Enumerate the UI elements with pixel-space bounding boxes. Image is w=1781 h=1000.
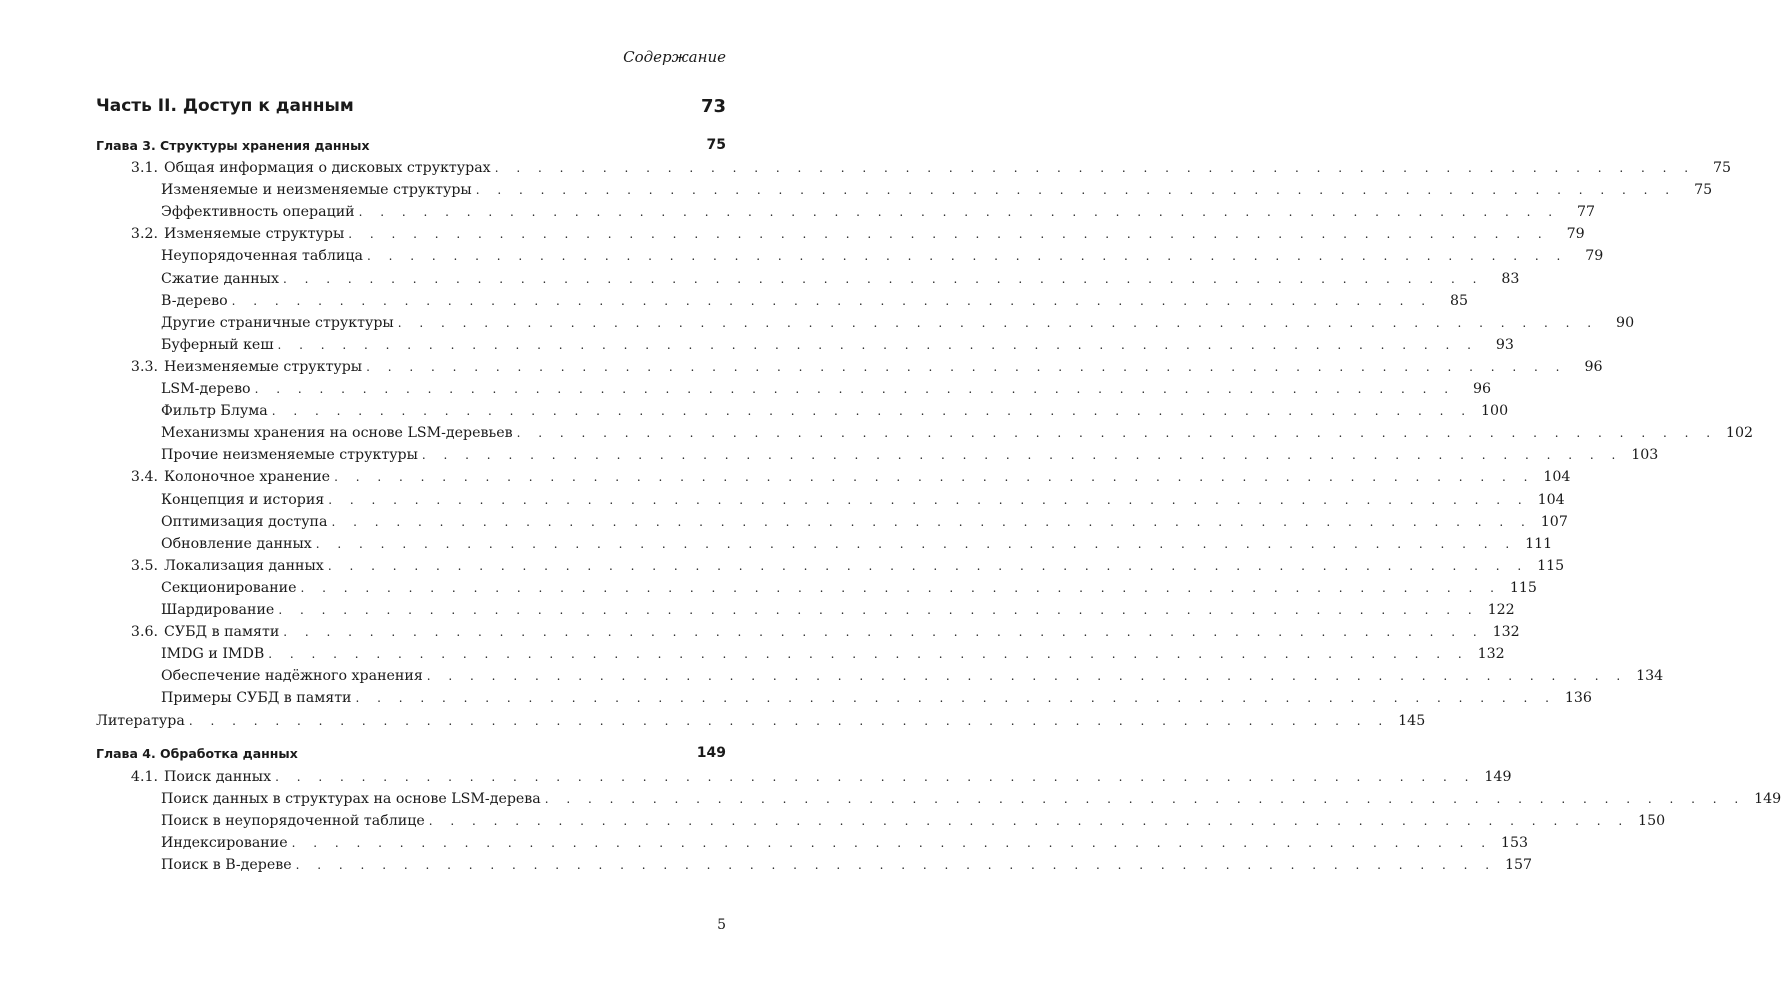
toc-entry[interactable] bbox=[161, 332, 1514, 353]
entry-title: Неупорядоченная таблица bbox=[161, 248, 363, 265]
toc-entry[interactable] bbox=[161, 575, 1537, 596]
entry-page: 93 bbox=[1495, 336, 1514, 353]
entry-title: Общая информация о дисковых структурах bbox=[164, 160, 491, 176]
part-page: 73 bbox=[700, 95, 726, 117]
entry-page: 153 bbox=[1500, 835, 1529, 852]
entry-page: 90 bbox=[1616, 314, 1635, 331]
toc-entry[interactable] bbox=[118, 155, 1732, 176]
entry-title: Неизменяемые структуры bbox=[164, 358, 363, 375]
toc-entry[interactable] bbox=[161, 266, 1520, 287]
toc-entry[interactable] bbox=[161, 808, 1666, 830]
toc-entry[interactable] bbox=[161, 597, 1515, 618]
toc-entry[interactable] bbox=[161, 420, 1754, 442]
chapter-4-heading bbox=[96, 743, 726, 763]
toc-entry[interactable] bbox=[161, 509, 1568, 530]
dot-leader: . . . . . . . . . . . . . . . . . . . . . . . . . . . . . . . . . . . . . . . . . . . . . . . . . . . . . . . . bbox=[358, 205, 1560, 220]
entry-page: 145 bbox=[1398, 712, 1426, 729]
toc-entry[interactable] bbox=[161, 852, 1533, 874]
entry-page: 79 bbox=[1585, 248, 1604, 265]
entry-page: 115 bbox=[1537, 557, 1565, 574]
entry-title: Поиск данных bbox=[164, 769, 272, 785]
running-header: Содержание bbox=[623, 48, 726, 66]
dot-leader: . . . . . . . . . . . . . . . . . . . . . . . . . . . . . . . . . . . . . . . . . . . . . . . . . . . . . . . . bbox=[334, 470, 1535, 485]
chapter-title: Глава 3. Структуры хранения данных bbox=[96, 137, 370, 153]
toc-entry[interactable] bbox=[161, 177, 1713, 199]
section-number: 3.1. bbox=[130, 160, 158, 176]
entry-page: 107 bbox=[1540, 513, 1568, 530]
section-number: 4.1. bbox=[130, 769, 158, 785]
entry-title: Сжатие данных bbox=[161, 270, 279, 287]
entry-page: 132 bbox=[1477, 646, 1505, 663]
part-title: Часть II. Доступ к данным bbox=[96, 96, 354, 116]
entry-title: Секционирование bbox=[161, 579, 297, 596]
dot-leader: . . . . . . . . . . . . . . . . . . . . . . . . . . . . . . . . . . . . . . . . . . . . . . . . . . . . . . . . bbox=[366, 249, 1568, 264]
toc-entry[interactable] bbox=[161, 786, 1781, 808]
toc-entry[interactable] bbox=[161, 487, 1565, 508]
entry-title: Шардирование bbox=[161, 602, 275, 618]
entry-title: Фильтр Блума bbox=[161, 403, 268, 420]
dot-leader: . . . . . . . . . . . . . . . . . . . . . . . . . . . . . . . . . . . . . . . . . . . . . . . . . . . . . . . . bbox=[366, 359, 1567, 374]
section-number: 3.4. bbox=[130, 469, 158, 486]
entry-title: Буферный кеш bbox=[161, 336, 274, 353]
entry-title: Механизмы хранения на основе LSM-деревьев bbox=[161, 425, 513, 442]
entry-page: 157 bbox=[1504, 857, 1533, 874]
entry-title: Оптимизация доступа bbox=[161, 513, 328, 530]
dot-leader: . . . . . . . . . . . . . . . . . . . . . . . . . . . . . . . . . . . . . . . . . . . . . . . . . . . . . . . . bbox=[544, 792, 1746, 807]
toc-entry[interactable] bbox=[161, 663, 1664, 685]
entry-title: Поиск данных в структурах на основе LSM-дерева bbox=[161, 791, 541, 808]
entry-page: 77 bbox=[1576, 204, 1596, 221]
section-number: 3.3. bbox=[130, 358, 158, 375]
entry-page: 96 bbox=[1584, 358, 1603, 375]
dot-leader: . . . . . . . . . . . . . . . . . . . . . . . . . . . . . . . . . . . . . . . . . . . . . . . . . . . . . . . . bbox=[271, 404, 1473, 419]
page-number: 5 bbox=[717, 917, 726, 933]
dot-leader: . . . . . . . . . . . . . . . . . . . . . . . . . . . . . . . . . . . . . . . . . . . . . . . . . . . . . . . . bbox=[315, 536, 1517, 551]
dot-leader: . . . . . . . . . . . . . . . . . . . . . . . . . . . . . . . . . . . . . . . . . . . . . . . . . . . . . . . . bbox=[397, 315, 1599, 330]
section-number: 3.2. bbox=[130, 226, 158, 243]
section-number: 3.5. bbox=[130, 557, 158, 574]
chapter-title: Глава 4. Обработка данных bbox=[96, 745, 298, 761]
dot-leader: . . . . . . . . . . . . . . . . . . . . . . . . . . . . . . . . . . . . . . . . . . . . . . . . . . . . . . . . bbox=[231, 293, 1433, 308]
entry-page: 79 bbox=[1566, 226, 1585, 243]
toc-entry[interactable] bbox=[161, 376, 1492, 397]
entry-page: 149 bbox=[1484, 769, 1512, 785]
entry-title: Изменяемые и неизменяемые структуры bbox=[161, 182, 472, 199]
toc-entry[interactable] bbox=[118, 221, 1585, 243]
dot-leader: . . . . . . . . . . . . . . . . . . . . . . . . . . . . . . . . . . . . . . . . . . . . . . . . . . . . . . . . bbox=[277, 337, 1478, 352]
toc-entry[interactable] bbox=[118, 764, 1512, 785]
entry-title: СУБД в памяти bbox=[164, 624, 280, 641]
entry-page: 136 bbox=[1564, 690, 1592, 707]
dot-leader: . . . . . . . . . . . . . . . . . . . . . . . . . . . . . . . . . . . . . . . . . . . . . . . . . . . . . . . . bbox=[516, 426, 1718, 441]
entry-title: Поиск в B-дереве bbox=[161, 857, 292, 874]
dot-leader: . . . . . . . . . . . . . . . . . . . . . . . . . . . . . . . . . . . . . . . . . . . . . . . . . . . . . . . . bbox=[475, 183, 1677, 198]
toc-entry[interactable] bbox=[161, 442, 1659, 464]
entry-page: 115 bbox=[1509, 579, 1537, 596]
dot-leader: . . . . . . . . . . . . . . . . . . . . . . . . . . . . . . . . . . . . . . . . . . . . . . . . . . . . . . . . bbox=[426, 669, 1628, 684]
dot-leader: . . . . . . . . . . . . . . . . . . . . . . . . . . . . . . . . . . . . . . . . . . . . . . . . . . . . . . . . bbox=[188, 713, 1390, 728]
entry-title: Колоночное хранение bbox=[164, 469, 331, 486]
toc-entry[interactable] bbox=[161, 288, 1469, 309]
entry-title: LSM-дерево bbox=[161, 381, 251, 397]
entry-title: Литература bbox=[96, 712, 185, 729]
dot-leader: . . . . . . . . . . . . . . . . . . . . . . . . . . . . . . . . . . . . . . . . . . . . . . . . . . . . . . . . bbox=[278, 603, 1479, 617]
entry-page: 122 bbox=[1487, 602, 1515, 618]
toc-entry[interactable] bbox=[118, 464, 1571, 486]
chapter-page: 149 bbox=[696, 745, 726, 761]
entry-page: 149 bbox=[1754, 791, 1781, 808]
toc-entry[interactable] bbox=[118, 354, 1603, 375]
toc-entry[interactable] bbox=[118, 553, 1565, 574]
entry-title: Концепция и история bbox=[161, 491, 325, 508]
toc-entry[interactable] bbox=[161, 398, 1509, 420]
dot-leader: . . . . . . . . . . . . . . . . . . . . . . . . . . . . . . . . . . . . . . . . . . . . . . . . . . . . . . . . bbox=[282, 271, 1484, 286]
toc-entry[interactable] bbox=[161, 243, 1604, 265]
dot-leader: . . . . . . . . . . . . . . . . . . . . . . . . . . . . . . . . . . . . . . . . . . . . . . . . . . . . . . . . bbox=[428, 814, 1630, 829]
dot-leader: . . . . . . . . . . . . . . . . . . . . . . . . . . . . . . . . . . . . . . . . . . . . . . . . . . . . . . . . bbox=[355, 691, 1556, 706]
entry-title: Индексирование bbox=[161, 835, 288, 852]
dot-leader: . . . . . . . . . . . . . . . . . . . . . . . . . . . . . . . . . . . . . . . . . . . . . . . . . . . . . . . . bbox=[300, 580, 1501, 595]
section-number: 3.6. bbox=[130, 624, 158, 641]
toc-entry[interactable] bbox=[161, 199, 1596, 221]
entry-title: Обновление данных bbox=[161, 535, 312, 552]
entry-page: 100 bbox=[1481, 403, 1509, 420]
dot-leader: . . . . . . . . . . . . . . . . . . . . . . . . . . . . . . . . . . . . . . . . . . . . . . . . . . . . . . . . bbox=[421, 448, 1623, 463]
entry-title: Изменяемые структуры bbox=[164, 226, 345, 243]
dot-leader: . . . . . . . . . . . . . . . . . . . . . . . . . . . . . . . . . . . . . . . . . . . . . . . . . . . . . . . . bbox=[254, 382, 1456, 396]
entry-title: Локализация данных bbox=[164, 557, 324, 574]
entry-page: 96 bbox=[1472, 381, 1492, 397]
entry-page: 103 bbox=[1631, 447, 1659, 464]
entry-page: 75 bbox=[1694, 182, 1713, 199]
toc-entry[interactable] bbox=[161, 685, 1592, 707]
dot-leader: . . . . . . . . . . . . . . . . . . . . . . . . . . . . . . . . . . . . . . . . . . . . . . . . . . . . . . . . bbox=[275, 770, 1476, 784]
dot-leader: . . . . . . . . . . . . . . . . . . . . . . . . . . . . . . . . . . . . . . . . . . . . . . . . . . . . . . . . bbox=[328, 492, 1529, 507]
chapter-page: 75 bbox=[706, 137, 726, 153]
toc-entry[interactable] bbox=[161, 641, 1505, 663]
entry-page: 111 bbox=[1525, 535, 1553, 552]
toc-entry[interactable] bbox=[161, 531, 1553, 552]
dot-leader: . . . . . . . . . . . . . . . . . . . . . . . . . . . . . . . . . . . . . . . . . . . . . . . . . . . . . . . . bbox=[331, 514, 1532, 529]
entry-page: 75 bbox=[1713, 160, 1732, 176]
toc-entry[interactable] bbox=[118, 619, 1520, 641]
entry-page: 104 bbox=[1537, 491, 1565, 508]
part-heading bbox=[96, 94, 726, 118]
entry-title: Другие страничные структуры bbox=[161, 314, 394, 331]
dot-leader: . . . . . . . . . . . . . . . . . . . . . . . . . . . . . . . . . . . . . . . . . . . . . . . . . . . . . . . . bbox=[268, 647, 1469, 662]
entry-title: Эффективность операций bbox=[161, 204, 355, 221]
entry-page: 104 bbox=[1543, 469, 1571, 486]
entry-title: Примеры СУБД в памяти bbox=[161, 690, 352, 707]
toc-entry[interactable] bbox=[161, 830, 1529, 852]
dot-leader: . . . . . . . . . . . . . . . . . . . . . . . . . . . . . . . . . . . . . . . . . . . . . . . . . . . . . . . . bbox=[283, 625, 1484, 640]
toc-entry[interactable] bbox=[96, 708, 1426, 729]
entry-title: Прочие неизменяемые структуры bbox=[161, 447, 418, 464]
toc-entry[interactable] bbox=[161, 310, 1635, 331]
entry-page: 132 bbox=[1492, 624, 1520, 641]
entry-page: 83 bbox=[1501, 270, 1520, 287]
entry-page: 134 bbox=[1636, 668, 1664, 685]
entry-title: IMDG и IMDB bbox=[161, 646, 265, 663]
entry-title: Поиск в неупорядоченной таблице bbox=[161, 813, 425, 830]
entry-page: 150 bbox=[1638, 813, 1666, 830]
dot-leader: . . . . . . . . . . . . . . . . . . . . . . . . . . . . . . . . . . . . . . . . . . . . . . . . . . . . . . . . bbox=[348, 227, 1549, 242]
dot-leader: . . . . . . . . . . . . . . . . . . . . . . . . . . . . . . . . . . . . . . . . . . . . . . . . . . . . . . . . bbox=[291, 836, 1493, 851]
dot-leader: . . . . . . . . . . . . . . . . . . . . . . . . . . . . . . . . . . . . . . . . . . . . . . . . . . . . . . . . bbox=[494, 161, 1696, 175]
entry-title: B-дерево bbox=[161, 292, 228, 309]
dot-leader: . . . . . . . . . . . . . . . . . . . . . . . . . . . . . . . . . . . . . . . . . . . . . . . . . . . . . . . . bbox=[327, 558, 1529, 573]
dot-leader: . . . . . . . . . . . . . . . . . . . . . . . . . . . . . . . . . . . . . . . . . . . . . . . . . . . . . . . . bbox=[295, 858, 1497, 873]
entry-page: 102 bbox=[1725, 425, 1754, 442]
chapter-3-heading bbox=[96, 135, 726, 155]
entry-title: Обеспечение надёжного хранения bbox=[161, 668, 423, 685]
entry-page: 85 bbox=[1449, 292, 1469, 309]
